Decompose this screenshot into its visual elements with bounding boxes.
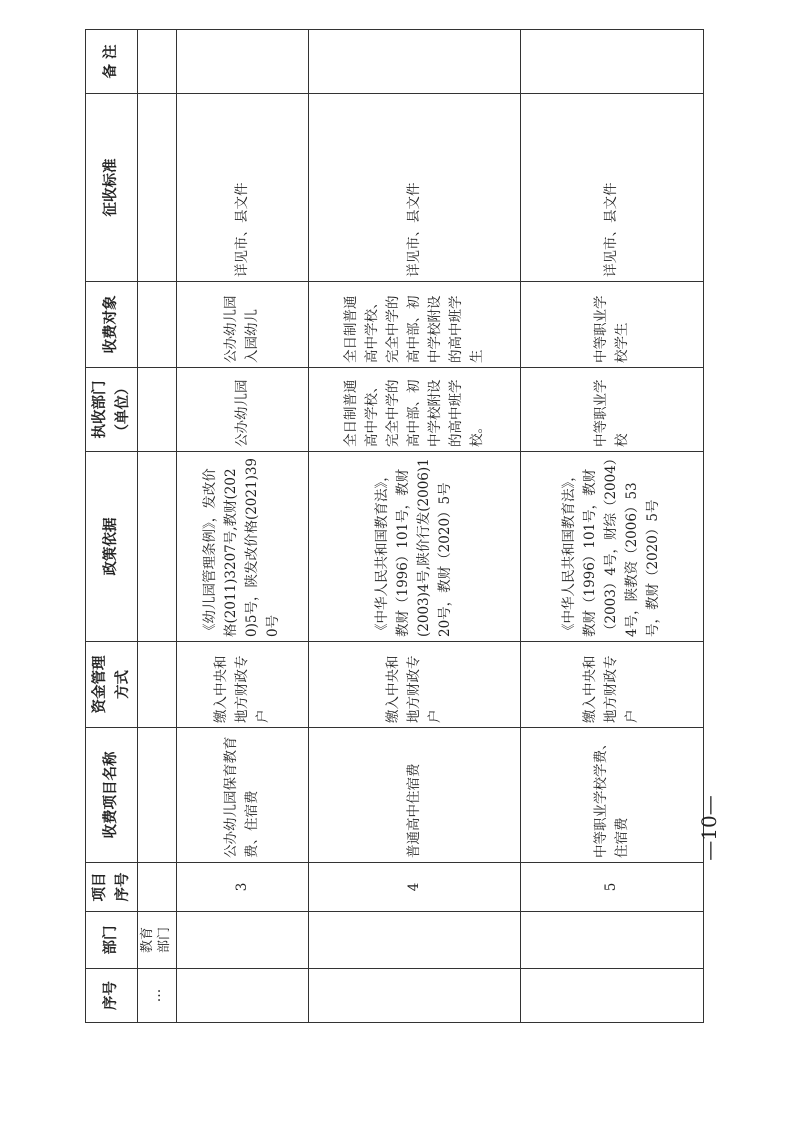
item-no-cell: 3 — [176, 863, 308, 912]
unit-cell: 全日制普通高中学校、完全中学的高中部、初中学校附设的高中班学校。 — [308, 368, 520, 452]
empty-cell — [138, 368, 177, 452]
empty-cell — [176, 912, 308, 969]
basis-cell: 《中华人民共和国教育法》，教财（1996）101号，教财（2003）4号，财综（2004）4号，陕教资（2006）53号，教财（2020）5号 — [520, 452, 703, 642]
standard-cell: 详见市、县文件 — [308, 94, 520, 282]
empty-cell — [308, 912, 520, 969]
table-row-dept — [138, 30, 177, 1023]
target-cell: 全日制普通高中学校、完全中学的高中部、初中学校附设的高中班学生 — [308, 282, 520, 368]
header-item-no: 项目 序号 — [86, 863, 138, 912]
basis-cell: 《幼儿园管理条例》，发改价格(2011)3207号,教财(2020)5号，陕发改价格(2021)390号 — [176, 452, 308, 642]
empty-cell — [138, 863, 177, 912]
unit-cell: 中等职业学校 — [520, 368, 703, 452]
fee-table — [85, 29, 704, 1023]
note-cell — [308, 30, 520, 94]
empty-cell — [138, 642, 177, 728]
table-row — [176, 30, 308, 1023]
standard-cell: 详见市、县文件 — [176, 94, 308, 282]
name-cell: 中等职业学校学费、住宿费 — [520, 728, 703, 863]
header-dept: 部门 — [86, 912, 138, 969]
empty-cell — [138, 452, 177, 642]
header-basis: 政策依据 — [86, 452, 138, 642]
note-cell — [520, 30, 703, 94]
header-seq: 序号 — [86, 969, 138, 1023]
table-row — [308, 30, 520, 1023]
page-number: —10— — [697, 795, 721, 861]
standard-cell: 详见市、县文件 — [520, 94, 703, 282]
empty-cell — [520, 969, 703, 1023]
note-cell — [176, 30, 308, 94]
item-no-cell: 5 — [520, 863, 703, 912]
name-cell: 普通高中住宿费 — [308, 728, 520, 863]
header-name: 收费项目名称 — [86, 728, 138, 863]
rotated-table-frame — [85, 44, 698, 1023]
empty-cell — [138, 282, 177, 368]
empty-cell — [176, 969, 308, 1023]
dept-seq-cell: … — [138, 969, 177, 1023]
empty-cell — [308, 969, 520, 1023]
item-no-cell: 4 — [308, 863, 520, 912]
dept-name-cell: 教育 部门 — [138, 912, 177, 969]
empty-cell — [138, 30, 177, 94]
header-unit: 执收部门 （单位） — [86, 368, 138, 452]
fund-cell: 缴入中央和地方财政专户 — [176, 642, 308, 728]
fund-cell: 缴入中央和地方财政专户 — [308, 642, 520, 728]
target-cell: 公办幼儿园入园幼儿 — [176, 282, 308, 368]
header-target: 收费对象 — [86, 282, 138, 368]
table-row — [520, 30, 703, 1023]
target-cell: 中等职业学校学生 — [520, 282, 703, 368]
unit-cell: 公办幼儿园 — [176, 368, 308, 452]
fund-cell: 缴入中央和地方财政专户 — [520, 642, 703, 728]
empty-cell — [138, 94, 177, 282]
empty-cell — [138, 728, 177, 863]
header-fund: 资金管理 方式 — [86, 642, 138, 728]
empty-cell — [520, 912, 703, 969]
table-header-row — [86, 30, 138, 1023]
header-standard: 征收标准 — [86, 94, 138, 282]
header-note: 备 注 — [86, 30, 138, 94]
basis-cell: 《中华人民共和国教育法》，教财（1996）101号，教财(2003)4号,陕价行发(2006)120号，教财（2020）5号 — [308, 452, 520, 642]
name-cell: 公办幼儿园保育教育费、住宿费 — [176, 728, 308, 863]
